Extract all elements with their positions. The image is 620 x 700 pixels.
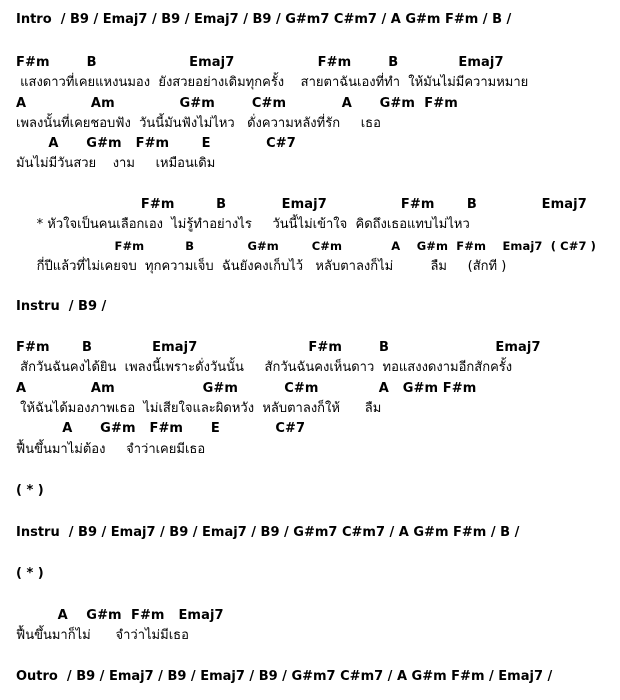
verse2-lyrics-3: ฟื้นขึ้นมาไม่ต้อง จำว่าเคยมีเธอ: [16, 442, 206, 457]
verse2-chords-2: A Am G#m C#m A G#m F#m: [16, 381, 477, 396]
instru-line-2: Instru / B9 / Emaj7 / B9 / Emaj7 / B9 / G#m7 C#m7 / A G#m F#m / B /: [16, 525, 520, 540]
verse1-lyrics-2: เพลงนั้นที่เคยชอบฟัง วันนี้มันฟังไม่ไหว ดั่งความหลังที่รัก เธอ: [16, 116, 381, 131]
chorus-repeat-2: ( * ): [16, 566, 44, 581]
verse1-lyrics-1: แสงดาวที่เคยแหงนมอง ยังสวยอย่างเดิมทุกครั้ง สายตาฉันเองที่ทำ ให้มันไม่มีความหมาย: [16, 75, 529, 90]
chorus-chords-1: F#m B Emaj7 F#m B Emaj7: [16, 197, 587, 212]
verse2-lyrics-1: สักวันฉันคงได้ยิน เพลงนี้เพราะดั่งวันนั้น สักวันฉันคงเห็นดาว ทอแสงงดงามอีกสักครั้ง: [16, 360, 513, 375]
chorus-repeat-1: ( * ): [16, 483, 44, 498]
chorus-chords-2: F#m B G#m C#m A G#m F#m Emaj7 ( C#7 ): [16, 239, 597, 253]
verse1-lyrics-3: มันไม่มีวันสวย งาม เหมือนเดิม: [16, 156, 216, 171]
instru-line-1: Instru / B9 /: [16, 299, 107, 314]
intro-line: Intro / B9 / Emaj7 / B9 / Emaj7 / B9 / G#m7 C#m7 / A G#m F#m / B /: [16, 12, 512, 27]
verse1-chords-3: A G#m F#m E C#7: [16, 136, 296, 151]
ending-lyrics: ฟื้นขึ้นมาก็ไม่ จำว่าไม่มีเธอ: [16, 628, 189, 643]
verse2-lyrics-2: ให้ฉันได้มองภาพเธอ ไม่เสียใจและผิดหวัง หลับตาลงก็ให้ ลืม: [16, 401, 382, 416]
verse2-chords-3: A G#m F#m E C#7: [16, 421, 306, 436]
chorus-lyrics-1: * หัวใจเป็นคนเลือกเอง ไม่รู้ทำอย่างไร วันนี้ไม่เข้าใจ คิดถึงเธอแทบไม่ไหว: [16, 217, 470, 232]
verse2-chords-1: F#m B Emaj7 F#m B Emaj7: [16, 340, 541, 355]
outro-line: Outro / B9 / Emaj7 / B9 / Emaj7 / B9 / G#m7 C#m7 / A G#m F#m / Emaj7 /: [16, 669, 553, 684]
ending-chords: A G#m F#m Emaj7: [16, 608, 224, 623]
verse1-chords-1: F#m B Emaj7 F#m B Emaj7: [16, 55, 504, 70]
verse1-chords-2: A Am G#m C#m A G#m F#m: [16, 96, 458, 111]
chorus-lyrics-2: กี่ปีแล้วที่ไม่เคยจบ ทุกความเจ็บ ฉันยังคงเก็บไว้ หลับตาลงก็ไม่ ลืม (สักที ): [16, 259, 507, 274]
